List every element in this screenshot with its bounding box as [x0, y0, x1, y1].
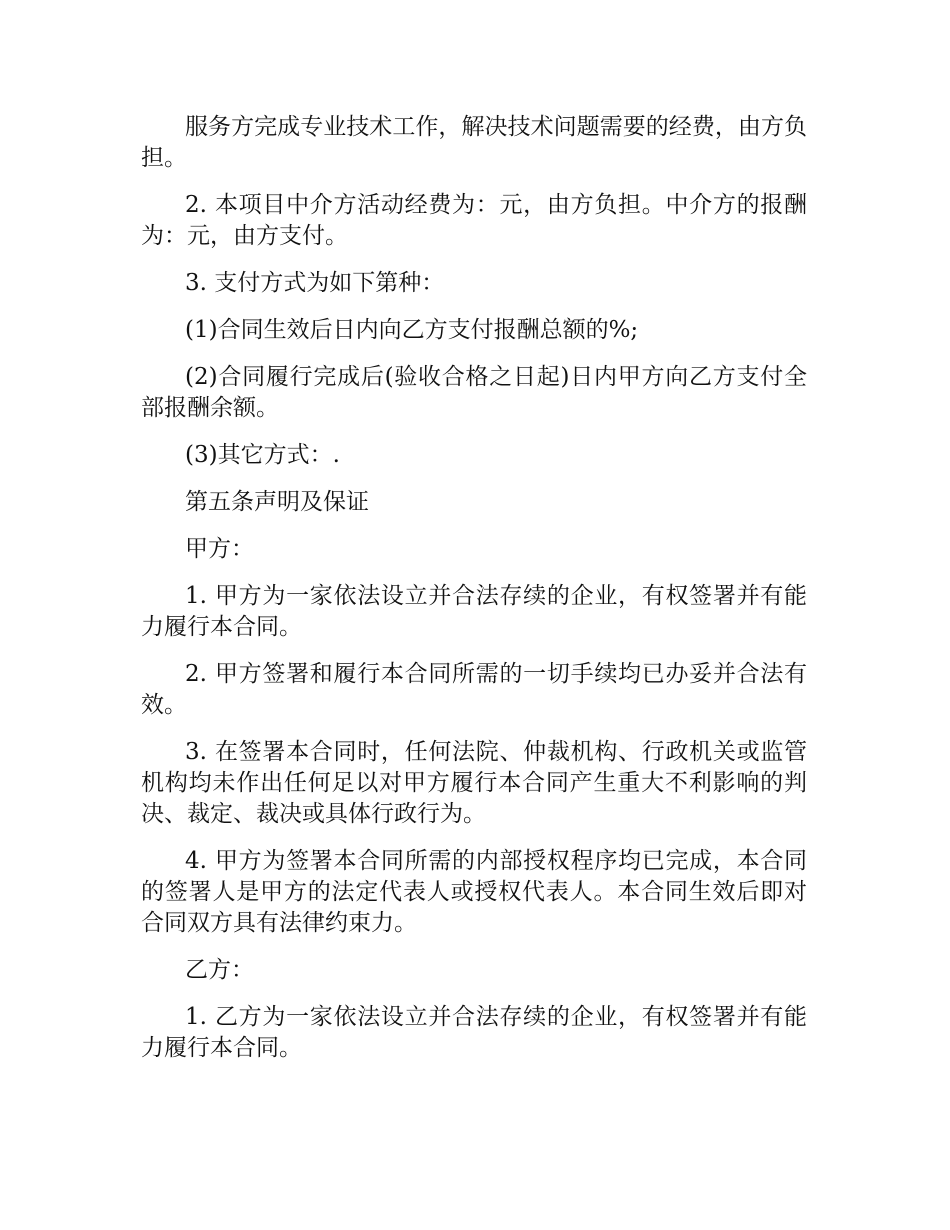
paragraph-intermediary-fee: 2. 本项目中介方活动经费为：元，由方负担。中介方的报酬为：元，由方支付。: [141, 192, 807, 249]
document-body: [141, 112, 807, 1080]
party-b-clause-1: 1. 乙方为一家依法设立并合法存续的企业，有权签署并有能力履行本合同。: [141, 1004, 807, 1061]
party-a-label: 甲方：: [185, 536, 254, 562]
paragraph-payment-option-3: (3)其它方式：.: [185, 442, 340, 468]
paragraph-payment-option-2: (2)合同履行完成后(验收合格之日起)日内甲方向乙方支付全部报酬余额。: [141, 364, 807, 421]
party-b-label: 乙方：: [185, 957, 254, 983]
paragraph-payment-method: 3. 支付方式为如下第种：: [185, 270, 445, 296]
party-a-clause-4: 4. 甲方为签署本合同所需的内部授权程序均已完成，本合同的签署人是甲方的法定代表人或授权代表人。本合同生效后即对合同双方具有法律约束力。: [141, 848, 807, 936]
paragraph-payment-option-1: (1)合同生效后日内向乙方支付报酬总额的%;: [185, 317, 639, 343]
party-a-clause-1: 1. 甲方为一家依法设立并合法存续的企业，有权签署并有能力履行本合同。: [141, 583, 807, 640]
party-a-clause-2: 2. 甲方签署和履行本合同所需的一切手续均已办妥并合法有效。: [141, 661, 807, 718]
party-a-clause-3: 3. 在签署本合同时，任何法院、仲裁机构、行政机关或监管机构均未作出任何足以对甲方履行本合同产生重大不利影响的判决、裁定、裁决或具体行政行为。: [141, 739, 807, 827]
section-heading-article-5: 第五条声明及保证: [185, 489, 369, 515]
paragraph-fee-burden: 服务方完成专业技术工作，解决技术问题需要的经费，由方负担。: [141, 114, 807, 171]
